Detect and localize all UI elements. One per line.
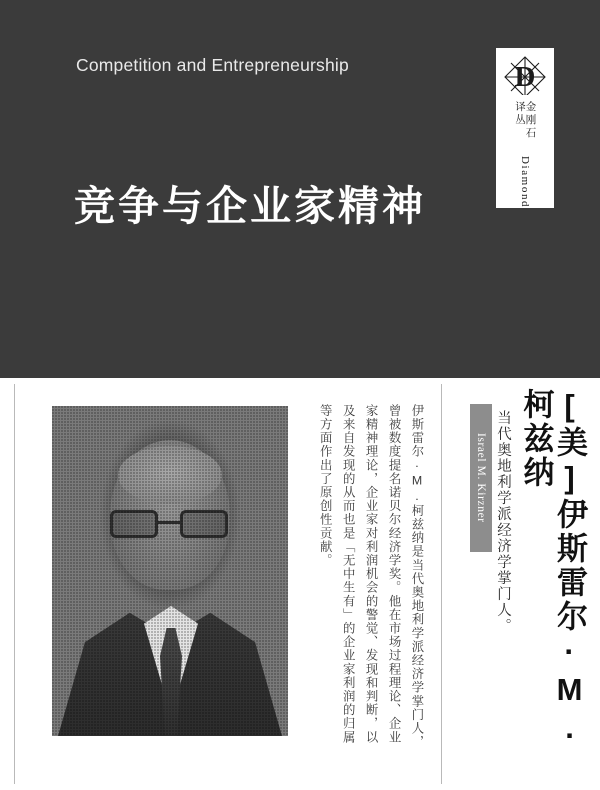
halftone-overlay xyxy=(52,406,288,736)
author-name-chinese xyxy=(518,388,587,760)
vertical-rule-right xyxy=(441,384,442,784)
author-name-english: Israel M. Kirzner xyxy=(475,433,487,523)
cover-top-panel xyxy=(0,0,600,378)
diamond-icon xyxy=(503,55,547,95)
author-portrait xyxy=(52,406,288,736)
author-descriptor: 当代奥地利学派经济学掌门人。 xyxy=(495,410,511,634)
author-nationality: [美] xyxy=(552,388,587,498)
imprint-logo xyxy=(496,48,554,208)
vertical-rule-left xyxy=(14,384,15,784)
imprint-mark-letter: D xyxy=(514,60,536,93)
chinese-title: 竞争与企业家精神 xyxy=(74,183,426,229)
imprint-chinese-name: 金刚石译丛 xyxy=(514,100,537,140)
author-name-text: 伊斯雷尔·M.柯兹纳 xyxy=(518,388,587,748)
english-title: Competition and Entrepreneurship xyxy=(76,55,349,75)
author-blurb: 伊斯雷尔·M.柯兹纳是当代奥地利学派经济学掌门人，曾被数度提名诺贝尔经济学奖。他在市场过程理论、企业家精神理论，企业家对利润机会的警觉、发现和判断，以及来自发现的从而也是「无中生有」的企业家利润的归属等方面作出了原创性贡献。 xyxy=(318,404,424,749)
imprint-english-name: Diamond xyxy=(519,155,531,208)
